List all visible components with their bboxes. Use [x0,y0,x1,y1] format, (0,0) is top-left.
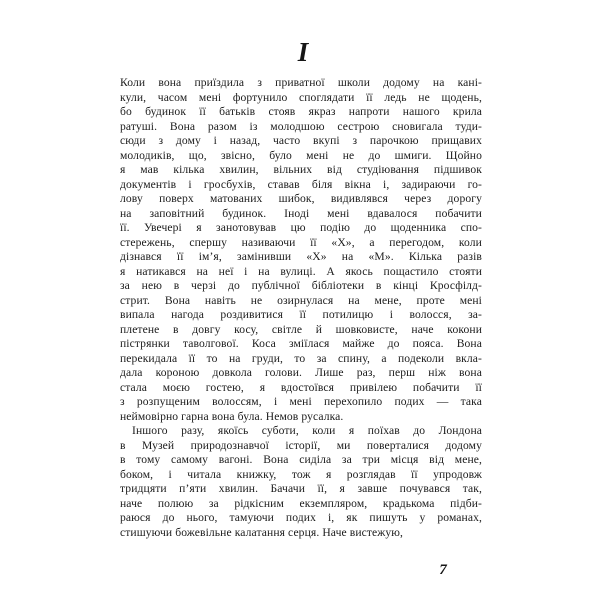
text-line: пістрянки таволгової. Коса зміїлася майже до пояса. Вона [120,337,482,350]
text-line: тридцяти п’яти хвилин. Бачачи її, я завше почувався так, [120,482,482,495]
text-line: дала короною довкола голови. Лише раз, перш ніж вона [120,366,482,379]
text-line: дізнався її ім’я, замінивши «X» на «М». Кілька разів [120,250,482,263]
text-line: стрит. Вона навіть не озирнулася на мене, проте мені [120,293,482,307]
text-line: молодиків, що, звісно, було мені не до шмиги. Щойно [120,148,482,162]
text-line: перекидала її то на груди, то за спину, а подеколи вкла- [120,351,482,365]
text-line: на заповітний будинок. Іноді мені вдавалося побачити [120,206,482,220]
text-line: випала нагода роздивитися її потилицю і волосся, за- [120,308,482,321]
text-line: ратуші. Вона разом із молодшою сестрою сновигала туди- [120,119,482,133]
text-line: сюди з дому і назад, часто вкупі з парочкою прищавих [120,134,482,147]
page-text [120,76,482,540]
text-line: я мав кілька хвилин, вільних від студіювання підшивок [120,163,482,176]
text-line: за нею в черзі до публічної бібліотеки в кінці Кросфілд- [120,279,482,292]
text-line: лову поверх матованих шибок, видивлявся через дорогу [120,192,482,205]
text-line: в Музей природознавчої історії, ми поверталися додому [120,438,482,452]
text-line: документів і гросбухів, ставав біля вікна і, задираючи го- [120,177,482,191]
text-line: з розпущеним волоссям, і мені перехопило подих — така [120,395,482,408]
text-line: неймовірно гарна вона була. Немов русалка. [120,409,344,423]
text-line: наче полюю за рідкісним екземпляром, крадькома підби- [120,496,482,510]
text-line: стишуючи божевільне калатання серця. Наче вистежую, [120,525,404,539]
text-line: бо будинок її батьків стояв якраз напроти нашого крила [120,105,482,118]
text-line: боком, і читала книжку, тож я розглядав її упродовж [120,467,482,481]
text-line: в тому самому вагоні. Вона сиділа за три місця від мене, [120,453,482,466]
text-line: я натикався на неї і на вулиці. А якось пощастило стояти [120,264,482,278]
page-number: 7 [439,562,447,578]
text-line: її. Увечері я занотовував цю подію до щоденника спо- [120,221,482,234]
chapter-heading: I [297,37,309,67]
text-line: Коли вона приїздила з приватної школи додому на кані- [120,76,482,89]
text-line: стала моєю гостею, я вдостоївся привілею побачити її [120,380,482,394]
text-line: стережень, спершу називаючи її «X», а перегодом, коли [120,235,482,249]
text-line: кули, часом мені фортунило споглядати її ледь не щодень, [120,90,482,104]
text-line: Іншого разу, якоїсь суботи, коли я поїхав до Лондона [132,424,482,437]
text-line: раюся до нього, тамуючи подих і, як пишуть у романах, [120,511,482,524]
text-line: плетене в довгу косу, світле й шовковисте, наче кокони [120,322,482,336]
